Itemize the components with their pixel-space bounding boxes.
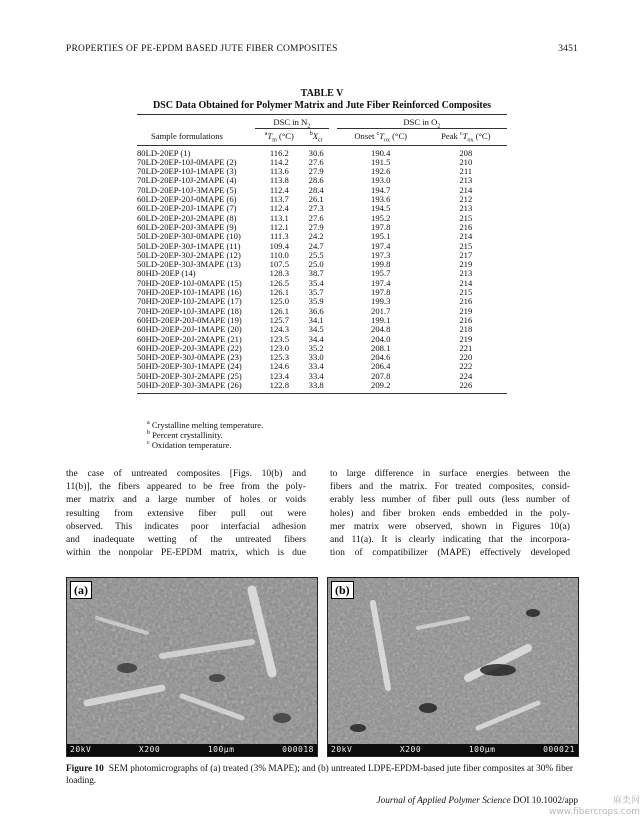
sample-name-cell: 50LD-20EP-30J-1MAPE (11) [137, 240, 241, 251]
sample-name-cell: 70LD-20EP-10J-1MAPE (3) [137, 166, 237, 177]
value-cell: 33.8 [304, 381, 329, 394]
sample-name-cell: 70HD-20EP-10J-1MAPE (16) [137, 287, 242, 298]
value-cell: 195.2 [371, 212, 391, 223]
value-cell: 114.2 [269, 156, 289, 167]
value-cell: 216 [459, 296, 473, 307]
value-cell: 190.4 [371, 147, 391, 158]
col-tm: $^aT_m$ (°C) [255, 129, 304, 145]
sample-name-cell: 50LD-20EP-30J-0MAPE (10) [137, 231, 241, 242]
sample-name-cell: 60LD-20EP-20J-3MAPE (9) [137, 221, 237, 232]
sample-name-cell: 50LD-20EP-30J-2MAPE (12) [137, 249, 241, 260]
value-cell: 221 [459, 342, 473, 353]
value-cell: 24.2 [308, 231, 324, 242]
table-row [137, 381, 507, 394]
value-cell: 211 [459, 166, 473, 177]
value-cell: 116.2 [269, 147, 289, 158]
col-onset: Onset $^cT_{ox}$ (°C) [337, 129, 425, 145]
value-cell: 30.6 [308, 147, 324, 158]
text-line: resulting from extensive fiber pull out were [66, 507, 306, 519]
sample-name-cell: 70LD-20EP-10J-2MAPE (4) [137, 175, 237, 186]
value-cell: 197.3 [371, 249, 391, 260]
value-cell: 27.9 [308, 221, 324, 232]
sem-texture-b [328, 578, 578, 756]
sample-name-cell: 70LD-20EP-10J-3MAPE (5) [137, 184, 237, 195]
table-footnotes [147, 420, 263, 450]
value-cell: 214 [459, 277, 473, 288]
sem-image-b [327, 577, 579, 757]
value-cell: 123.5 [269, 333, 289, 344]
value-cell: 212 [459, 194, 473, 205]
value-cell: 35.7 [308, 287, 324, 298]
text-line: mer matrix were observed, shown in Figures 10(a) [330, 520, 570, 532]
value-cell: 197.4 [371, 277, 391, 288]
scale-bar-a: 20kV X200 100μm 000018 [67, 744, 317, 756]
value-cell: 219 [459, 333, 473, 344]
sample-name-cell: 80HD-20EP (14) [137, 268, 196, 279]
value-cell: 192.6 [371, 166, 391, 177]
value-cell: 194.5 [371, 203, 391, 214]
journal-doi: DOI 10.1002/app [512, 796, 578, 806]
value-cell: 125.7 [269, 314, 289, 325]
value-cell: 113.6 [269, 166, 289, 177]
value-cell: 213 [459, 268, 473, 279]
value-cell: 27.9 [308, 166, 324, 177]
value-cell: 126.5 [269, 277, 289, 288]
value-cell: 38.7 [308, 268, 324, 279]
value-cell: 33.4 [308, 361, 324, 372]
value-cell: 215 [459, 287, 473, 298]
value-cell: 33.4 [308, 370, 324, 381]
value-cell: 217 [459, 249, 473, 260]
value-cell: 191.5 [371, 156, 391, 167]
col-sample: Sample formulations [137, 129, 255, 145]
value-cell: 214 [459, 231, 473, 242]
value-cell: 113.1 [269, 212, 289, 223]
text-line: fibers and the matrix. For treated composites, consid- [330, 481, 570, 493]
value-cell: 194.7 [371, 184, 391, 195]
sample-name-cell: 50HD-20EP-30J-0MAPE (23) [137, 352, 242, 363]
body-column-left [66, 467, 306, 559]
value-cell: 219 [459, 305, 473, 316]
value-cell: 216 [459, 221, 473, 232]
scale-bar-b: 20kV X200 100μm 000021 [328, 744, 578, 756]
group-o2: DSC in $O_2$ [337, 115, 507, 129]
value-cell: 112.1 [269, 221, 289, 232]
col-xcr: $^bX_{cr}$ [304, 129, 329, 145]
value-cell: 113.8 [269, 175, 289, 186]
value-cell: 206.4 [371, 361, 391, 372]
journal-footer [377, 796, 579, 806]
value-cell: 219 [459, 259, 473, 270]
text-line: holes) and fiber broken ends embedded in the poly- [330, 507, 570, 519]
running-title: PROPERTIES OF PE-EPDM BASED JUTE FIBER COMPOSITES [66, 44, 338, 54]
dsc-table [137, 114, 507, 394]
text-line: and 11(a). It is clearly indicating that the incorpora- [330, 534, 570, 546]
figure-caption [66, 763, 578, 787]
sample-name-cell: 70HD-20EP-10J-2MAPE (17) [137, 296, 242, 307]
value-cell: 213 [459, 175, 473, 186]
value-cell: 220 [459, 352, 473, 363]
text-line: the case of untreated composites [Figs. 10(b) and [66, 468, 306, 479]
sample-name-cell: 70HD-20EP-10J-3MAPE (18) [137, 305, 242, 316]
value-cell: 123.4 [269, 370, 289, 381]
watermark: 麻类网 www.fibercrops.com [549, 796, 640, 817]
value-cell: 204.0 [371, 333, 391, 344]
footnote: $^a$ Crystalline melting temperature. [147, 420, 264, 430]
value-cell: 27.3 [308, 203, 324, 214]
text-line: and inadequate wetting of the untreated fibers [66, 534, 306, 546]
value-cell: 126.1 [269, 287, 289, 298]
figure-label: Figure 10 [66, 764, 104, 774]
value-cell: 215 [459, 240, 473, 251]
text-line: to large difference in surface energies between the [330, 468, 570, 479]
journal-name: Journal of Applied Polymer Science [376, 796, 511, 806]
value-cell: 199.8 [371, 259, 391, 270]
value-cell: 193.0 [371, 175, 391, 186]
value-cell: 197.8 [371, 287, 391, 298]
page-number: 3451 [558, 44, 578, 54]
value-cell: 25.0 [308, 259, 324, 270]
value-cell: 214 [459, 184, 473, 195]
sample-name-cell: 60HD-20EP-20J-3MAPE (22) [137, 342, 242, 353]
value-cell: 112.4 [269, 184, 289, 195]
value-cell: 123.0 [269, 342, 289, 353]
text-line: mer matrix and a large number of holes or voids [66, 494, 306, 506]
value-cell: 112.4 [269, 203, 289, 214]
body-column-right [330, 467, 570, 559]
value-cell: 36.6 [308, 305, 324, 316]
value-cell: 27.6 [308, 156, 324, 167]
sample-name-cell: 60HD-20EP-20J-0MAPE (19) [137, 314, 242, 325]
value-cell: 28.6 [308, 175, 324, 186]
footnote: $^c$ Oxidation temperature. [147, 440, 232, 450]
table-row [137, 145, 507, 158]
text-line: 11(b)], the fibers appeared to be free from the poly- [66, 481, 306, 493]
running-head [66, 44, 578, 54]
table-column-header [137, 129, 507, 145]
value-cell: 124.3 [269, 324, 289, 335]
table-body [137, 145, 507, 394]
value-cell: 210 [459, 156, 473, 167]
text-line: within the nonpolar PE-EPDM matrix, which is due [66, 547, 306, 559]
sample-name-cell: 70HD-20EP-10J-0MAPE (15) [137, 277, 242, 288]
value-cell: 107.5 [269, 259, 289, 270]
value-cell: 35.2 [308, 342, 324, 353]
value-cell: 124.6 [269, 361, 289, 372]
value-cell: 25.5 [308, 249, 324, 260]
value-cell: 27.6 [308, 212, 324, 223]
value-cell: 197.8 [371, 221, 391, 232]
value-cell: 218 [459, 324, 473, 335]
table-label: TABLE V [300, 88, 344, 99]
value-cell: 226 [425, 381, 507, 394]
sample-name-cell: 50LD-20EP-30J-3MAPE (13) [137, 259, 241, 270]
sample-name-cell: 60HD-20EP-20J-1MAPE (20) [137, 324, 242, 335]
sample-name-cell: 70LD-20EP-10J-0MAPE (2) [137, 156, 237, 167]
value-cell: 197.4 [371, 240, 391, 251]
value-cell: 33.0 [308, 352, 324, 363]
value-cell: 215 [459, 212, 473, 223]
value-cell: 201.7 [371, 305, 391, 316]
sample-name-cell: 50HD-20EP-30J-2MAPE (25) [137, 370, 242, 381]
value-cell: 208 [459, 147, 473, 158]
value-cell: 204.8 [371, 324, 391, 335]
value-cell: 213 [459, 203, 473, 214]
value-cell: 111.3 [269, 231, 289, 242]
col-peak: Peak $^cT_{ox}$ (°C) [425, 129, 507, 145]
value-cell: 128.3 [269, 268, 289, 279]
value-cell: 204.6 [371, 352, 391, 363]
value-cell: 34.5 [308, 324, 324, 335]
value-cell: 195.7 [371, 268, 391, 279]
value-cell: 34.4 [308, 333, 324, 344]
sample-name-cell: 60LD-20EP-20J-1MAPE (7) [137, 203, 237, 214]
value-cell: 34.1 [308, 314, 324, 325]
value-cell: 209.2 [337, 381, 425, 394]
footnote: $^b$ Percent crystallinity. [147, 430, 223, 440]
panel-label-b: (b) [331, 581, 354, 599]
sem-texture-a [67, 578, 317, 756]
value-cell: 208.1 [371, 342, 391, 353]
value-cell: 113.7 [269, 194, 289, 205]
value-cell: 109.4 [269, 240, 289, 251]
text-line: observed. This indicates poor interfacial adhesion [66, 520, 306, 532]
value-cell: 110.0 [269, 249, 289, 260]
value-cell: 216 [459, 314, 473, 325]
value-cell: 224 [459, 370, 473, 381]
table-group-header [137, 115, 507, 129]
sample-name-cell: 50HD-20EP-30J-1MAPE (24) [137, 361, 242, 372]
sample-name-cell: 80LD-20EP (1) [137, 147, 191, 158]
panel-label-a: (a) [70, 581, 92, 599]
value-cell: 35.9 [308, 296, 324, 307]
value-cell: 28.4 [308, 184, 324, 195]
value-cell: 126.1 [269, 305, 289, 316]
value-cell: 35.4 [308, 277, 324, 288]
text-line: tion of compatibilizer (MAPE) effectively developed [330, 547, 570, 559]
sample-name-cell: 60HD-20EP-20J-2MAPE (21) [137, 333, 242, 344]
value-cell: 26.1 [308, 194, 324, 205]
table-title-block [0, 88, 644, 112]
value-cell: 207.8 [371, 370, 391, 381]
value-cell: 24.7 [308, 240, 324, 251]
value-cell: 125.3 [269, 352, 289, 363]
value-cell: 193.6 [371, 194, 391, 205]
group-n2: DSC in $N_2$ [255, 115, 329, 129]
value-cell: 125.0 [269, 296, 289, 307]
sample-name-cell: 50HD-20EP-30J-3MAPE (26) [137, 381, 255, 394]
figure-caption-text: SEM photomicrographs of (a) treated (3% MAPE); and (b) untreated LDPE-EPDM-based jute fiber composites at 30% fiber loading. [66, 764, 574, 786]
value-cell: 122.8 [255, 381, 304, 394]
sample-name-cell: 60LD-20EP-20J-2MAPE (8) [137, 212, 237, 223]
value-cell: 195.1 [371, 231, 391, 242]
table-caption: DSC Data Obtained for Polymer Matrix and Jute Fiber Reinforced Composites [152, 100, 492, 111]
value-cell: 199.3 [371, 296, 391, 307]
sem-image-a [66, 577, 318, 757]
value-cell: 199.1 [371, 314, 391, 325]
sample-name-cell: 60LD-20EP-20J-0MAPE (6) [137, 194, 237, 205]
text-line: erably less number of fiber pull outs (less number of [330, 494, 570, 506]
value-cell: 222 [459, 361, 473, 372]
